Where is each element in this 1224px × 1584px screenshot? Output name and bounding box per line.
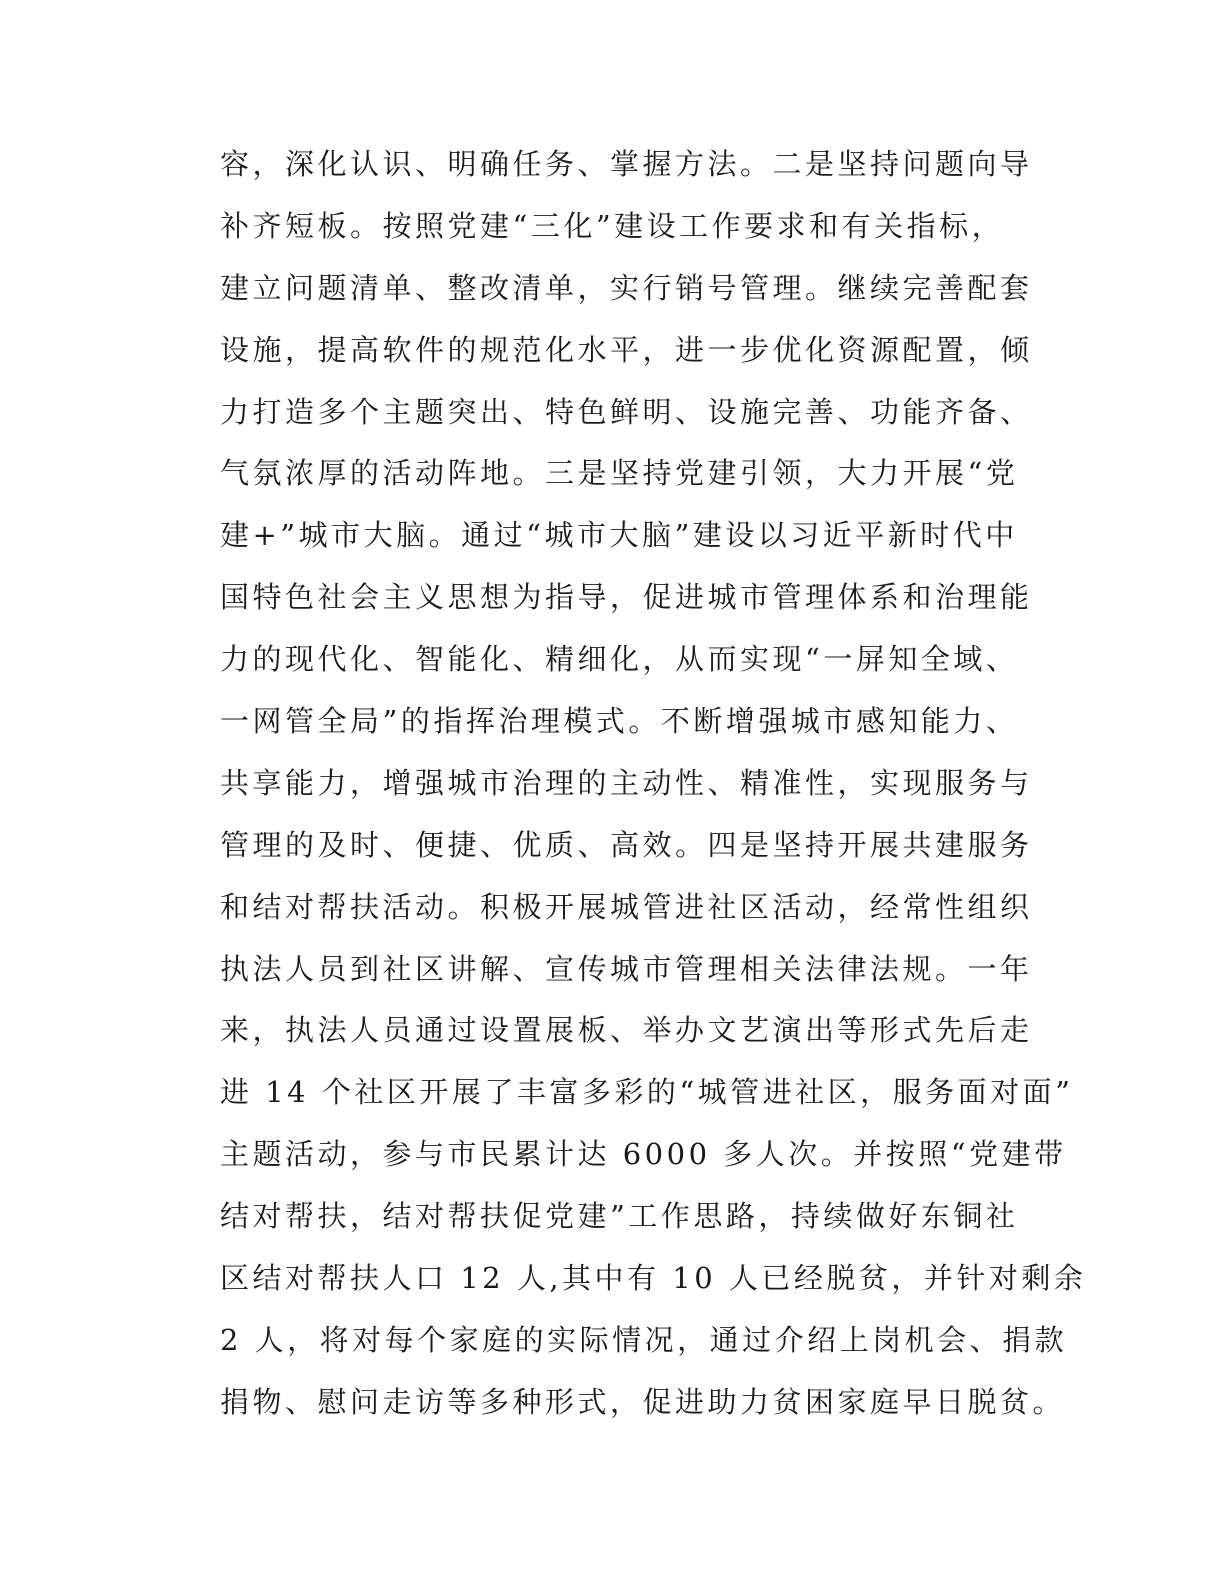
text-line-7: 建+”城市大脑。通过“城市大脑”建设以习近平新时代中: [220, 518, 1018, 553]
text-line-2: 补齐短板。按照党建“三化”建设工作要求和有关指标，: [220, 208, 1005, 243]
text-line-3: 建立问题清单、整改清单，实行销号管理。继续完善配套: [220, 270, 1033, 305]
body-text: [220, 134, 1120, 1434]
text-line-15: 来，执法人员通过设置展板、举办文艺演出等形式先后走: [220, 1013, 1033, 1048]
text-line-5: 力打造多个主题突出、特色鲜明、设施完善、功能齐备、: [220, 394, 1033, 429]
text-line-11: 共享能力，增强城市治理的主动性、精准性，实现服务与: [220, 765, 1033, 800]
text-line-14: 执法人员到社区讲解、宣传城市管理相关法律法规。一年: [220, 951, 1033, 986]
text-line-13: 和结对帮扶活动。积极开展城管进社区活动，经常性组织: [220, 889, 1033, 924]
text-line-16: 进 14 个社区开展了丰富多彩的“城管进社区，服务面对面”: [220, 1075, 1074, 1110]
text-line-6: 气氛浓厚的活动阵地。三是坚持党建引领，大力开展“党: [220, 456, 1019, 491]
text-line-1: 容，深化认识、明确任务、掌握方法。二是坚持问题向导: [220, 147, 1033, 181]
text-line-19: 区结对帮扶人口 12 人,其中有 10 人已经脱贫，并针对剩余: [220, 1261, 1087, 1296]
text-line-21: 捐物、慰问走访等多种形式，促进助力贫困家庭早日脱贫。: [220, 1384, 1066, 1419]
text-line-9: 力的现代化、智能化、精细化，从而实现“一屏知全域、: [220, 642, 1019, 677]
text-line-8: 国特色社会主义思想为指导，促进城市管理体系和治理能: [220, 580, 1033, 615]
text-line-20: 2 人，将对每个家庭的实际情况，通过介绍上岗机会、捐款: [220, 1322, 1068, 1357]
text-line-18: 结对帮扶，结对帮扶促党建”工作思路，持续做好东铜社: [220, 1199, 1019, 1234]
text-line-10: 一网管全局”的指挥治理模式。不断增强城市感知能力、: [220, 704, 1019, 739]
text-line-17: 主题活动，参与市民累计达 6000 多人次。并按照“党建带: [220, 1137, 1067, 1172]
text-line-12: 管理的及时、便捷、优质、高效。四是坚持开展共建服务: [220, 827, 1033, 862]
text-line-4: 设施，提高软件的规范化水平，进一步优化资源配置，倾: [220, 332, 1033, 367]
